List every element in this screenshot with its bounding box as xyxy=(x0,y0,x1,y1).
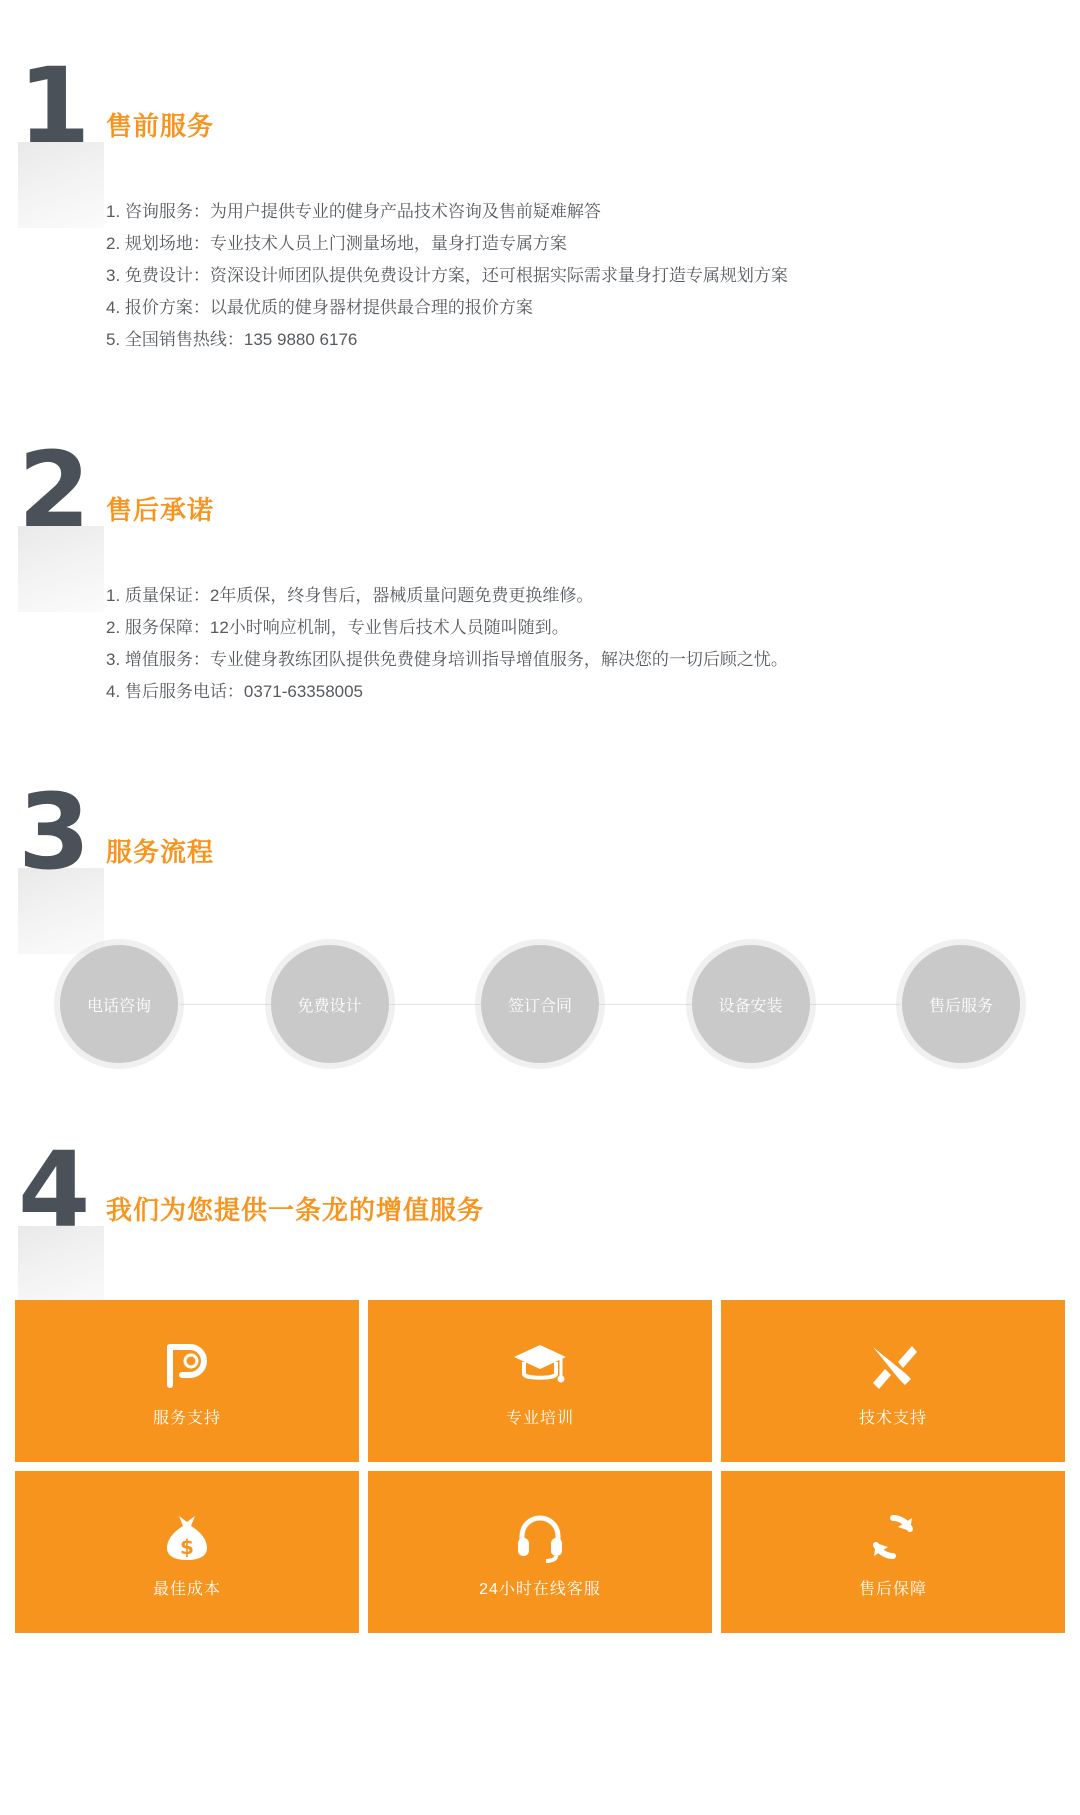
flow-node-label: 设备安装 xyxy=(718,997,783,1015)
list-item: 2. 规划场地：专业技术人员上门测量场地，量身打造专属方案 xyxy=(106,234,567,253)
list-item: 1. 咨询服务：为用户提供专业的健身产品技术咨询及售前疑难解答 xyxy=(106,202,601,221)
flow-node-label: 免费设计 xyxy=(297,997,362,1015)
flow-node-1[interactable] xyxy=(60,945,178,1063)
tile-label: 最佳成本 xyxy=(152,1580,221,1598)
section-title: 售后承诺 xyxy=(106,495,215,525)
numeral-text: 3 xyxy=(18,771,89,893)
tile-label: 技术支持 xyxy=(858,1409,927,1427)
flow-node-5[interactable] xyxy=(902,945,1020,1063)
list-item: 4. 报价方案：以最优质的健身器材提供最合理的报价方案 xyxy=(106,298,533,317)
flow-node-4[interactable] xyxy=(692,945,810,1063)
section-header xyxy=(0,771,1080,904)
graduation-cap-icon xyxy=(511,1335,569,1397)
flow-node-label: 电话咨询 xyxy=(86,997,151,1015)
section-title: 售前服务 xyxy=(106,111,215,141)
numeral-text: 4 xyxy=(18,1129,89,1251)
tile-label: 服务支持 xyxy=(152,1409,221,1427)
section-title: 我们为您提供一条龙的增值服务 xyxy=(106,1195,485,1225)
tile-online-service[interactable] xyxy=(368,1471,712,1633)
numeral-badge xyxy=(18,771,108,900)
numeral-text: 2 xyxy=(18,429,89,551)
flow-node-label: 售后服务 xyxy=(928,997,993,1015)
numeral-badge xyxy=(18,45,108,174)
section-pre-sales xyxy=(0,45,1080,356)
after-sales-list xyxy=(106,580,1020,708)
list-item: 3. 增值服务：专业健身教练团队提供免费健身培训指导增值服务，解决您的一切后顾之忧。 xyxy=(106,650,788,669)
section-header xyxy=(0,45,1080,178)
section-service-flow xyxy=(0,771,1080,1094)
section-header xyxy=(0,1129,1080,1262)
list-item: 1. 质量保证：2年质保，终身售后，器械质量问题免费更换维修。 xyxy=(106,586,594,605)
value-tiles-grid xyxy=(15,1300,1065,1633)
service-support-icon xyxy=(160,1335,214,1397)
tile-label: 24小时在线客服 xyxy=(479,1580,601,1598)
section-body xyxy=(106,196,1020,356)
list-item: 3. 免费设计：资深设计师团队提供免费设计方案，还可根据实际需求量身打造专属规划方案 xyxy=(106,266,788,285)
numeral-badge xyxy=(18,429,108,558)
list-item: 4. 售后服务电话：0371-63358005 xyxy=(106,682,364,701)
flow-node-label: 签订合同 xyxy=(507,997,572,1015)
list-item: 2. 服务保障：12小时响应机制，专业售后技术人员随叫随到。 xyxy=(106,618,569,637)
tile-label: 售后保障 xyxy=(858,1580,927,1598)
flow-node-2[interactable] xyxy=(271,945,389,1063)
recycle-icon xyxy=(866,1506,920,1568)
headset-icon xyxy=(514,1506,566,1568)
tools-icon xyxy=(865,1335,921,1397)
numeral-badge xyxy=(18,1129,108,1258)
service-page xyxy=(0,45,1080,1815)
section-header xyxy=(0,429,1080,562)
svg-text:$: $ xyxy=(180,1534,194,1559)
flow-node-3[interactable] xyxy=(481,945,599,1063)
tile-service-support[interactable] xyxy=(15,1300,359,1462)
money-bag-icon xyxy=(161,1506,213,1568)
pre-sales-list xyxy=(106,196,1020,356)
section-body xyxy=(106,580,1020,708)
tile-after-sales-guarantee[interactable] xyxy=(721,1471,1065,1633)
numeral-text: 1 xyxy=(18,45,89,167)
section-after-sales xyxy=(0,429,1080,708)
section-title: 服务流程 xyxy=(106,837,215,867)
flow-node-row xyxy=(60,914,1020,1094)
tile-technical-support[interactable] xyxy=(721,1300,1065,1462)
service-flow-diagram xyxy=(60,914,1020,1094)
tile-best-cost[interactable] xyxy=(15,1471,359,1633)
tile-label: 专业培训 xyxy=(505,1409,574,1427)
section-value-added xyxy=(0,1129,1080,1633)
tile-professional-training[interactable] xyxy=(368,1300,712,1462)
list-item: 5. 全国销售热线：135 9880 6176 xyxy=(106,330,358,349)
